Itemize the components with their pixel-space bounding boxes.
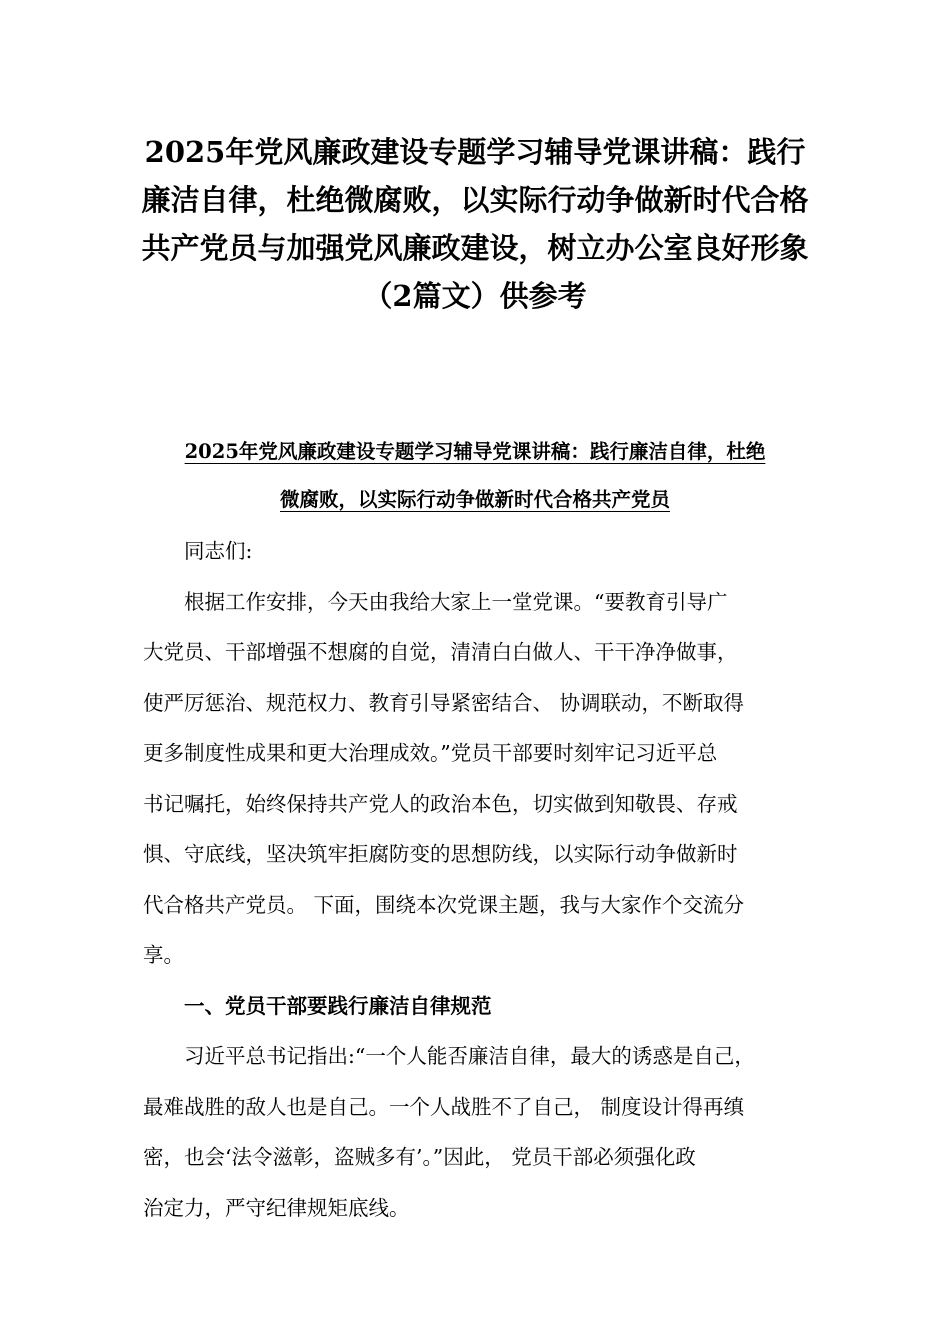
greeting: 同志们: [184,539,253,563]
paragraph-line: 密，也会‘法令滋彰，盗贼多有’。”因此， 党员干部必须强化政 [143,1145,696,1169]
document-title [140,128,810,320]
paragraph-line: 更多制度性成果和更大治理成效。”党员干部要时刻牢记习近平总 [143,741,718,765]
document-title-line: 廉洁自律，杜绝微腐败，以实际行动争做新时代合格 [141,183,809,217]
paragraph-line: 享。 [143,943,184,967]
paragraph-section-1 [143,1031,809,1233]
document-title-line: 共产党员与加强党风廉政建设，树立办公室良好形象 [141,231,809,265]
document-title-line: （2篇文）供参考 [363,279,587,313]
paragraph-intro [143,577,809,981]
paragraph-line: 治定力，严守纪律规矩底线。 [143,1195,410,1220]
document-title-line: 2025年党风廉政建设专题学习辅导党课讲稿：践行 [144,135,806,169]
paragraph-line: 代合格共产党员。 下面，围绕本次党课主题，我与大家作个交流分 [143,892,745,917]
paragraph-line: 习近平总书记指出:“一个人能否廉洁自律，最大的诱惑是自己， [184,1044,755,1068]
paragraph-line: 大党员、干部增强不想腐的自觉，清清白白做人、干干净净做事， [143,640,738,664]
section-title [140,428,810,524]
heading-section-1: 一、党员干部要践行廉洁自律规范 [184,993,492,1018]
section-title-line: 微腐败，以实际行动争做新时代合格共产党员 [279,488,670,511]
paragraph-line: 惧、守底线，坚决筑牢拒腐防变的思想防线，以实际行动争做新时 [143,842,738,866]
body-text [143,526,809,1233]
section-title-line: 2025年党风廉政建设专题学习辅导党课讲稿：践行廉洁自律，杜绝 [184,440,766,463]
paragraph-line: 根据工作安排，今天由我给大家上一堂党课。“要教育引导广 [184,589,728,614]
paragraph-line: 书记嘱托，始终保持共产党人的政治本色，切实做到知敬畏、存戒 [143,791,738,816]
paragraph-line: 最难战胜的敌人也是自己。一个人战胜不了自己， 制度设计得再缜 [143,1094,745,1119]
paragraph-line: 使严厉惩治、规范权力、教育引导紧密结合、 协调联动，不断取得 [143,690,745,715]
